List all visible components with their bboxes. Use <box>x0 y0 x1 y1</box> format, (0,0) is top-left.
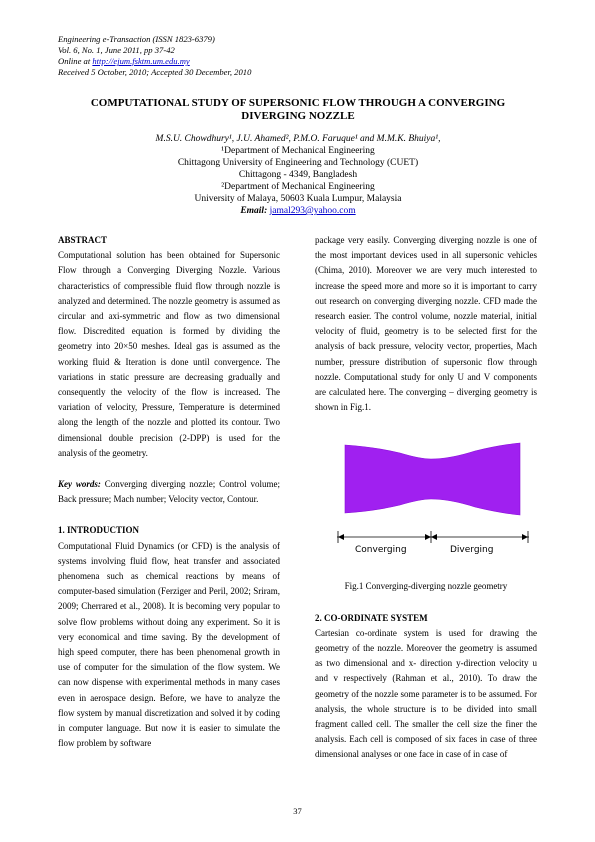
journal-volume: Vol. 6, No. 1, June 2011, pp 37-42 <box>58 45 175 56</box>
affiliation-1-dept: ¹Department of Mechanical Engineering <box>221 146 375 156</box>
affiliation-1-univ: Chittagong University of Engineering and Technology (CUET) <box>177 158 419 168</box>
right-column <box>315 233 537 763</box>
page-number: 37 <box>293 806 302 816</box>
affiliation-2-univ: University of Malaya, 50603 Kuala Lumpur, Malaysia <box>194 194 402 204</box>
affiliation-2-dept: ²Department of Mechanical Engineering <box>221 182 375 192</box>
left-column <box>58 233 280 752</box>
keywords <box>58 477 280 507</box>
label-converging: Converging <box>355 545 407 556</box>
arrowhead-mid-right <box>431 534 437 540</box>
nozzle-geometry-diagram <box>315 433 537 551</box>
email-label: Email: <box>240 206 268 216</box>
author-block <box>58 133 538 217</box>
journal-url-link[interactable]: http://ejum.fsktm.um.edu.my <box>92 56 190 67</box>
abstract-heading: ABSTRACT <box>58 235 108 245</box>
introduction-text: Computational Fluid Dynamics (or CFD) is the analysis of systems involving fluid flow, heat transfer and associated phenomena such as chemical reactions by means of computer-based simulation (Ferziger and Peril, 2002; Sriram, 2009; Cherrared et al., 2008). It is becoming very popular to solve flow problems without doing any experiment. So it is very economical and time saving. By the development of high speed computer, there has been phenomenal growth in use of computer for the simulation of the flow system. We can now dispense with experimental methods in many cases even in aerospace design. Before, we have to analyze the flow system by manual discretization and solved it by coding in computer language. But now it is easier to simulate the flow problem by software <box>58 540 280 749</box>
keywords-text: Converging diverging nozzle; Control volume; Back pressure; Mach number; Velocity vector, Contour. <box>58 479 280 505</box>
affiliation-1-city: Chittagong - 4349, Bangladesh <box>238 170 358 180</box>
figure-caption: Fig.1 Converging-diverging nozzle geometry <box>344 581 508 592</box>
keywords-label: Key words: <box>58 479 101 490</box>
coordinate-system-text: Cartesian co-ordinate system is used for drawing the geometry of the nozzle. Moreover the geometry is assumed as two dimensional and x- direction y-direction velocity u and v respectively (Rahman et al., 2010). To draw the geometry of the nozzle some parameter is to be assumed. For analysis, the whole structure is to be divided into small fragment called cell. The smaller the cell size the finer the analysis. Each cell is composed of six faces in case of three dimensional analyses or one face in case of in case of <box>315 627 537 760</box>
nozzle-shape <box>345 443 520 515</box>
email-link[interactable]: jamal293@yahoo.com <box>269 206 356 216</box>
journal-header <box>58 34 251 78</box>
online-line <box>58 56 251 67</box>
author-names: M.S.U. Chowdhury¹, J.U. Ahamed², P.M.O. Faruque¹ and M.M.K. Bhuiya¹, <box>155 134 441 144</box>
journal-name: Engineering e-Transaction (ISSN 1823-6379) <box>58 34 215 44</box>
introduction-heading: 1. INTRODUCTION <box>58 525 140 536</box>
arrowhead-mid-left <box>425 534 431 540</box>
received-dates: Received 5 October, 2010; Accepted 30 December, 2010 <box>58 67 252 78</box>
online-prefix: Online at <box>58 56 93 67</box>
label-diverging: Diverging <box>450 545 494 556</box>
introduction-continued-text: package very easily. Converging diverging nozzle is one of the most important devices used in all supersonic vehicles (Chima, 2010). Moreover we are very much interested to increase the speed more and more so it is important to carry out research on converging diverging nozzle. CFD made the research easier. The control volume, nozzle material, initial velocity of fluid, geometry is to be selected first for the analysis of back pressure, velocity vector, properties, Mach number, pressure distribution of supersonic flow through nozzle. Computational study for only U and V components are calculated here. The converging – diverging geometry is shown in Fig.1. <box>315 235 537 413</box>
email-line <box>58 205 538 217</box>
abstract-text: Computational solution has been obtained for Supersonic Flow through a Converging Diverging Nozzle. Various characteristics of compressible fluid flow through nozzle is analyzed and determined. The nozzle geometry is assumed as circular and axi-symmetric and flow as two dimensional flow. Discredited equation is formed by dividing the geometry into 20×50 meshes. Ideal gas is assumed as the working fluid & Iteration is done until convergence. The variations in static pressure are decreasing gradually and consequently the velocity of the flow is increased. The variation of velocity, Pressure, Temperature is determined along the length of the nozzle and plotted its contour. Two dimensional double precision (2-DPP) is used for the analysis of the geometry. <box>58 250 280 458</box>
arrowhead-right <box>522 534 528 540</box>
arrowhead-left <box>338 534 344 540</box>
coordinate-system-heading: 2. CO-ORDINATE SYSTEM <box>315 612 428 623</box>
paper-title: COMPUTATIONAL STUDY OF SUPERSONIC FLOW THROUGH A CONVERGING DIVERGING NOZZLE <box>90 97 506 122</box>
nozzle-figure <box>315 433 537 556</box>
